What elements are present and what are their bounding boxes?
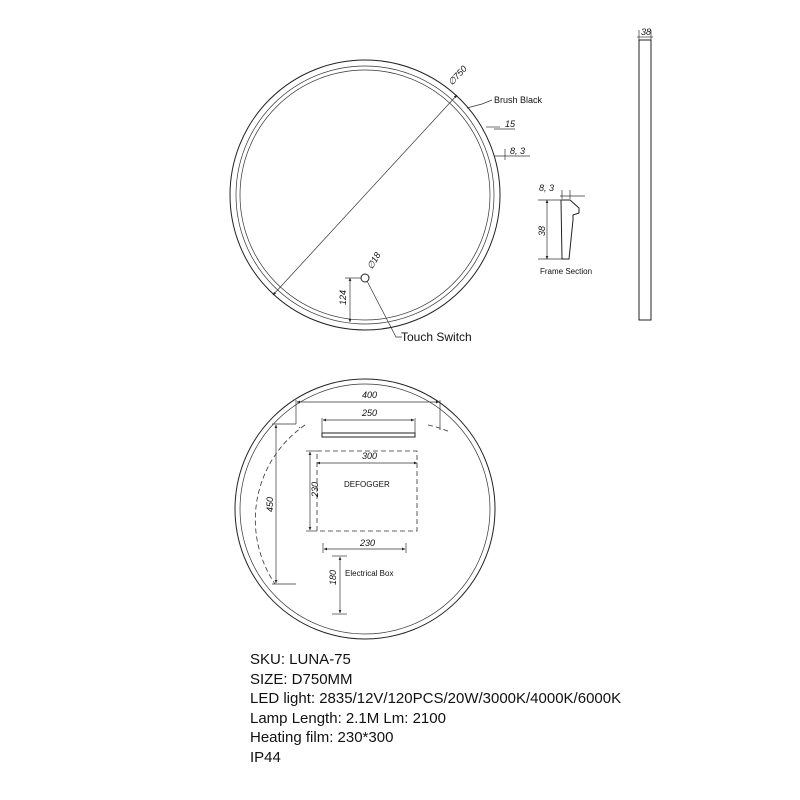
section-caption: Frame Section <box>540 267 593 276</box>
side-depth-label: 38 <box>641 27 652 37</box>
led-inner-dim-label: 250 <box>362 408 378 418</box>
frame-offset-dim-label: 8, 3 <box>510 146 526 156</box>
section-depth-label: 38 <box>537 225 547 236</box>
switch-label: Touch Switch <box>401 330 472 344</box>
led-outer-dim-label: 400 <box>362 390 378 400</box>
defogger-height-dim-label: 230 <box>310 481 320 497</box>
defogger-label: DEFOGGER <box>344 480 390 489</box>
box-label: Electrical Box <box>345 569 394 578</box>
finish-leader-line <box>467 100 492 108</box>
spec-heating-film: Heating film: 230*300 <box>250 729 394 746</box>
front-view <box>230 60 543 344</box>
led-strip-bar <box>322 433 415 437</box>
side-view <box>637 27 653 320</box>
defogger-width-dim-label: 300 <box>362 451 378 461</box>
frame-section-view <box>537 183 592 276</box>
section-width-label: 8, 3 <box>539 183 555 193</box>
spec-led-light: LED light: 2835/12V/120PCS/20W/3000K/4000K/6000K <box>250 690 622 707</box>
spec-lamp-length: Lamp Length: 2.1M Lm: 2100 <box>250 709 446 727</box>
spec-sku: SKU: LUNA-75 <box>250 651 351 668</box>
spec-size: SIZE: D750MM <box>250 670 353 688</box>
touch-switch-icon <box>361 274 369 282</box>
switch-diameter-label: ∅18 <box>365 250 383 271</box>
finish-label: Brush Black <box>494 95 543 105</box>
box-width-dim-label: 230 <box>360 538 376 548</box>
back-view <box>235 379 495 639</box>
spec-list <box>250 650 790 767</box>
side-profile <box>639 40 651 320</box>
diameter-dimension-label: ∅750 <box>446 63 469 88</box>
switch-height-label: 124 <box>338 289 348 305</box>
spec-ip-rating: IP44 <box>250 748 281 766</box>
frame-section-profile <box>561 200 579 259</box>
led-strip-path <box>255 425 305 584</box>
frame-width-dim-label: 15 <box>505 119 516 129</box>
box-height-dim-label: 180 <box>328 569 338 585</box>
led-height-dim-label: 450 <box>265 496 275 512</box>
back-inner-circle <box>240 384 490 634</box>
